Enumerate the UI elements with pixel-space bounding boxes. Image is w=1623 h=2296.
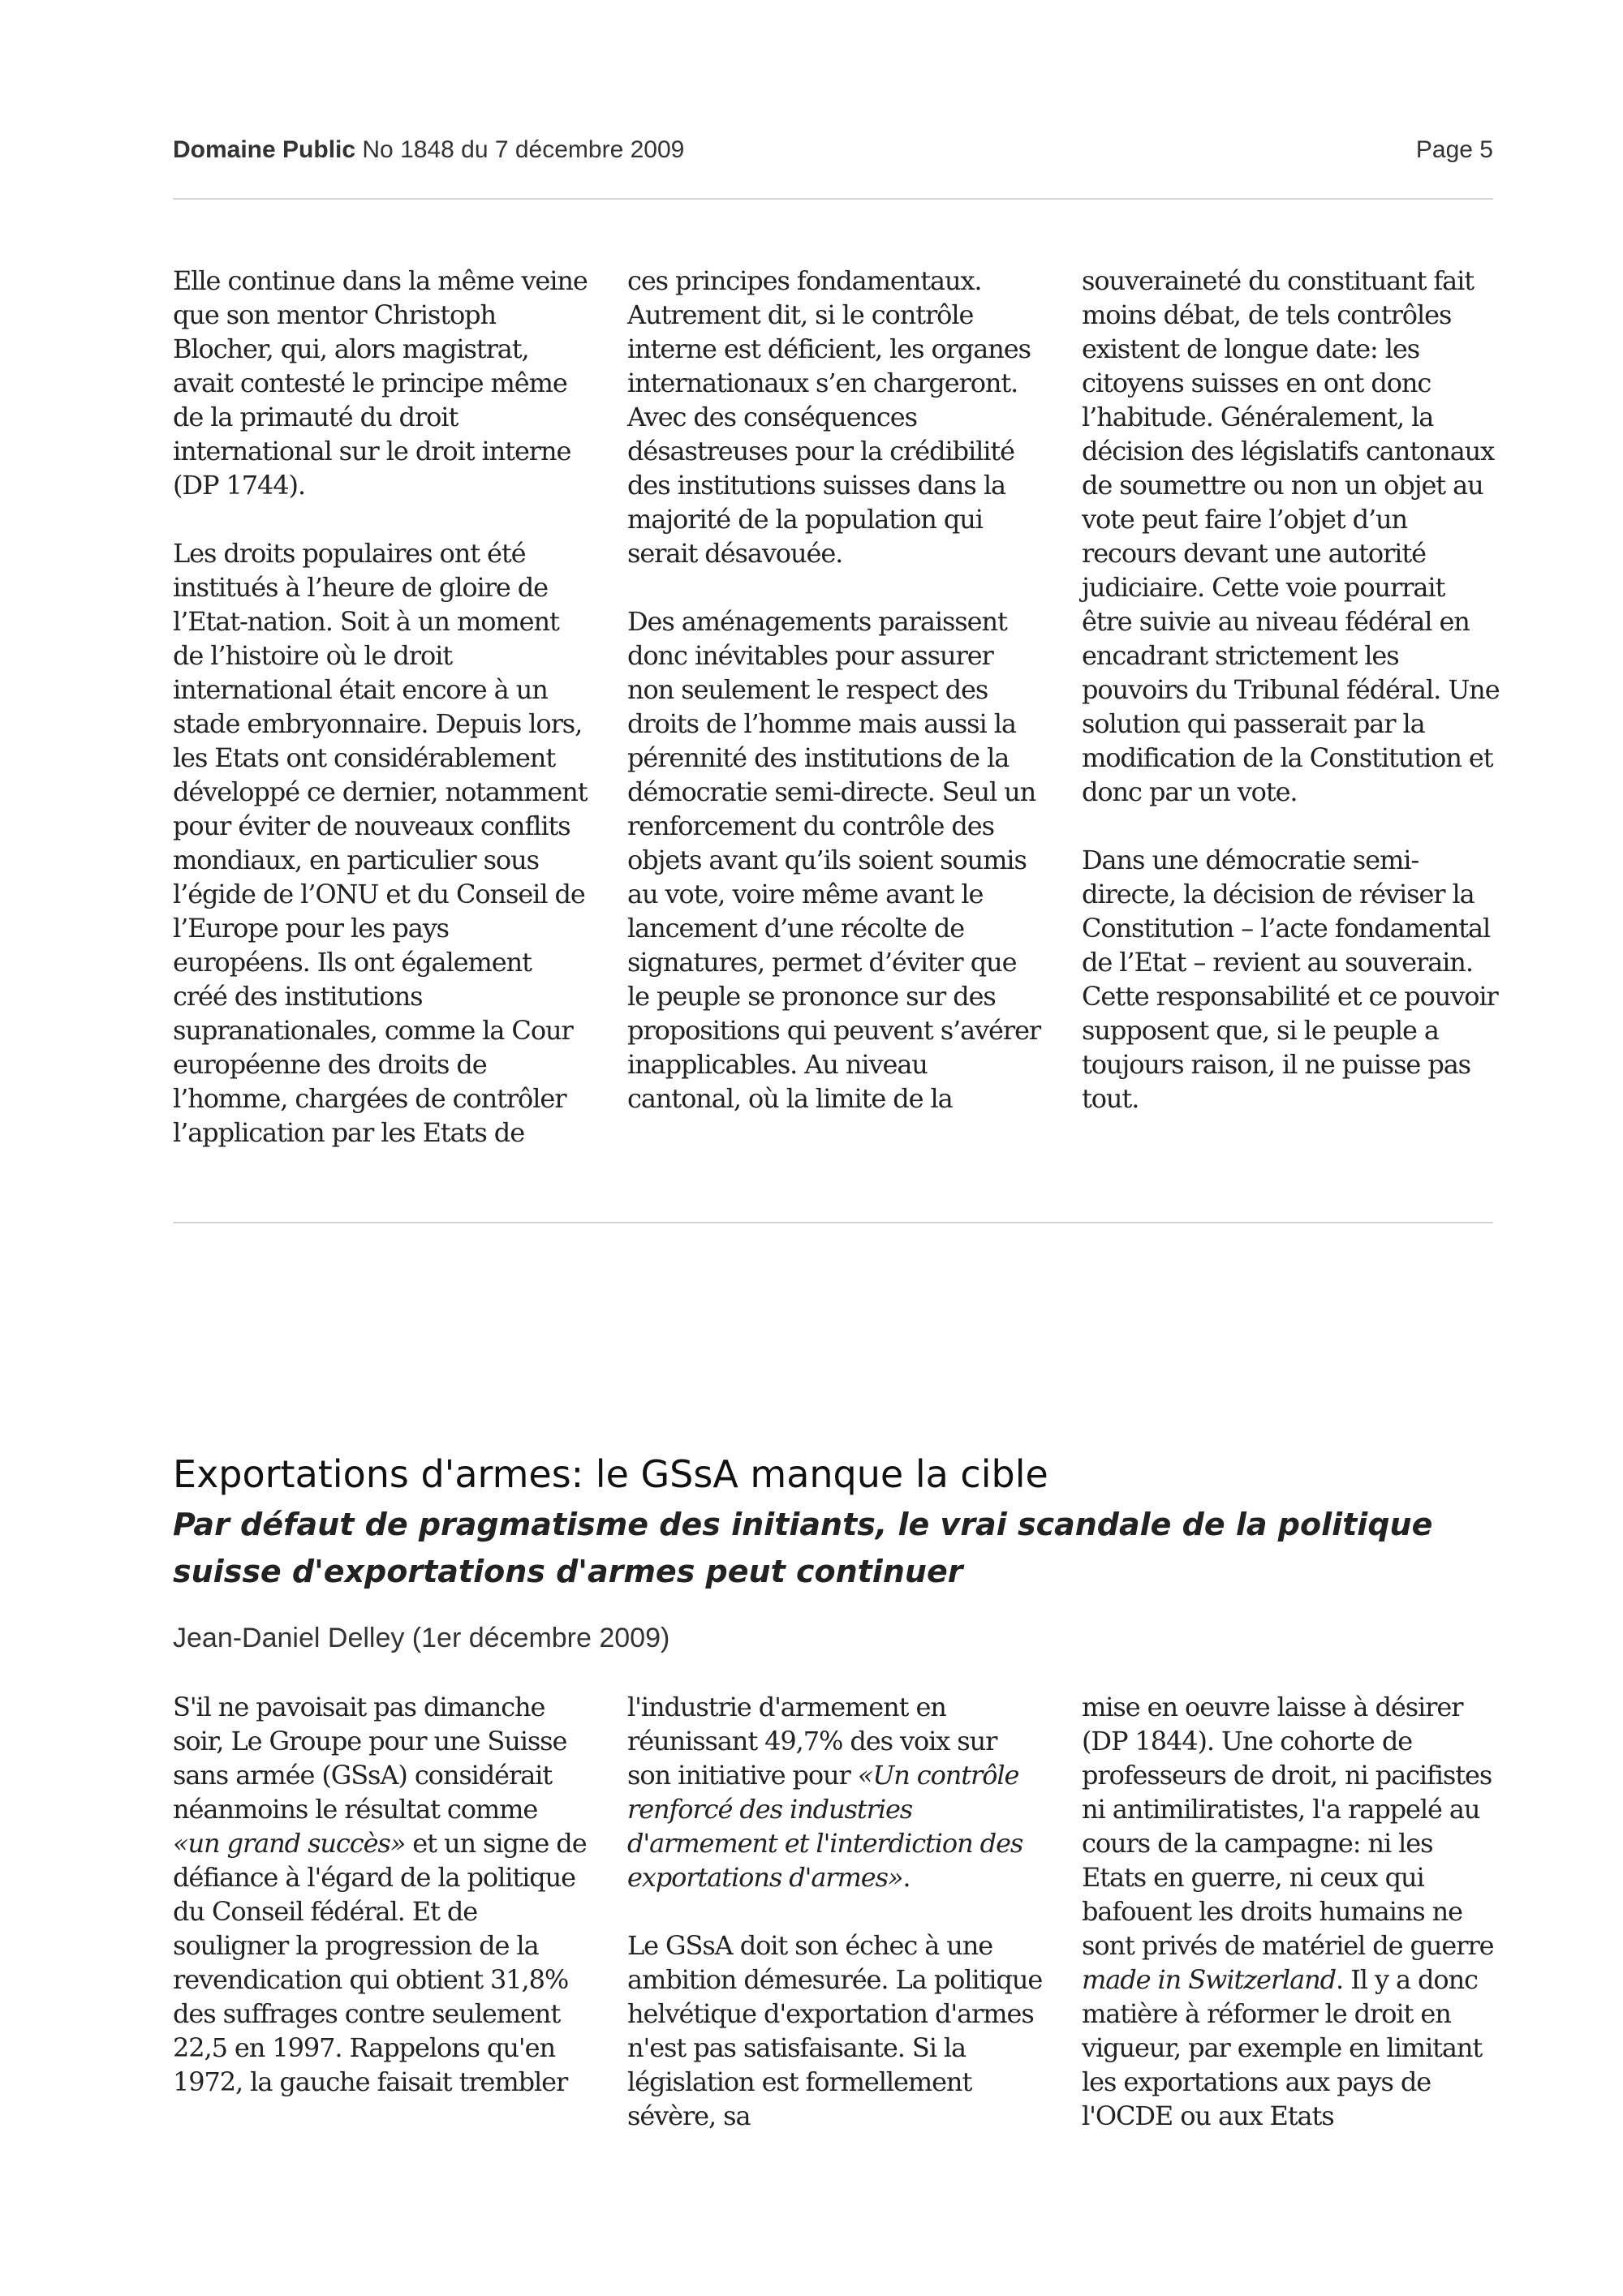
paragraph: souveraineté du constituant fait moins débat, de tels contrôles existent de longue date: les citoyens suisses en ont donc l’habitude. Généralement, la décision des législatifs cantonaux de soumettre ou non un objet au vote peut faire l’objet d’un recours devant une autorité judiciaire. Cette voie pourrait être suivie au niveau fédéral en encadrant strictement les pouvoirs du Tribunal fédéral. Une solution qui passerait par la modification de la Constitution et donc par un vote. bbox=[1082, 265, 1500, 807]
quote: «un grand succès» bbox=[173, 1828, 406, 1859]
page-header bbox=[173, 136, 1493, 164]
column-3 bbox=[1082, 264, 1500, 1116]
article-subtitle: Par défaut de pragmatisme des initiants, le vrai scandale de la politique suisse d'exportations d'armes peut continuer bbox=[173, 1507, 1433, 1589]
page-number: Page 5 bbox=[1415, 136, 1493, 163]
article-divider bbox=[173, 1222, 1493, 1223]
column-1 bbox=[173, 1690, 591, 2099]
paragraph: Des aménagements paraissent donc inévitables pour assurer non seulement le respect des droits de l’homme mais aussi la pérennité des institutions de la démocratie semi-directe. Seul un renforcement du contrôle des objets avant qu’ils soient soumis au vote, voire même avant le lancement d’une récolte de signatures, permet d’éviter que le peuple se prononce sur des propositions qui peuvent s’avérer inapplicables. Au niveau cantonal, où la limite de la bbox=[627, 606, 1041, 1114]
column-2 bbox=[627, 264, 1045, 1116]
issue-info: No 1848 du 7 décembre 2009 bbox=[362, 136, 685, 163]
paragraph: mise en oeuvre laisse à désirer (DP 1844). Une cohorte de professeurs de droit, ni pacifistes ni antimiliratistes, l'a rappelé au cours de la campagne: ni les Etats en guerre, ni ceux qui bafouent les droits humains ne sont privés de matériel de guerre made in Switzerland. Il y a donc matière à réformer le droit en vigueur, par exemple en limitant les exportations aux pays de l'OCDE ou aux Etats bbox=[1082, 1692, 1494, 2131]
paragraph: Les droits populaires ont été institués à l’heure de gloire de l’Etat-nation. Soit à un moment de l’histoire où le droit international était encore à un stade embryonnaire. Depuis lors, les Etats ont considérablement développé ce dernier, notamment pour éviter de nouveaux conflits mondiaux, en particulier sous l’égide de l’ONU et du Conseil de l’Europe pour les pays européens. Ils ont également créé des institutions supranationales, comme la Cour européenne des droits de l’homme, chargées de contrôler l’application par les Etats de bbox=[173, 538, 588, 1148]
paragraph: S'il ne pavoisait pas dimanche soir, Le Groupe pour une Suisse sans armée (GSsA) considérait néanmoins le résultat comme «un grand succès» et un signe de défiance à l'égard de la politique du Conseil fédéral. Et de souligner la progression de la revendication qui obtient 31,8% des suffrages contre seulement 22,5 en 1997. Rappelons qu'en 1972, la gauche faisait trembler bbox=[173, 1692, 587, 2097]
publication-name: Domaine Public bbox=[173, 136, 356, 163]
column-3 bbox=[1082, 1690, 1500, 2133]
paragraph: Le GSsA doit son échec à une ambition démesurée. La politique helvétique d'exportation d'armes n'est pas satisfaisante. Si la législation est formellement sévère, sa bbox=[627, 1930, 1043, 2131]
paragraph: Elle continue dans la même veine que son mentor Christoph Blocher, qui, alors magistrat, avait contesté le principe même de la primauté du droit international sur le droit interne (DP 1744). bbox=[173, 265, 588, 501]
column-2 bbox=[627, 1690, 1045, 2133]
paragraph: ces principes fondamentaux. Autrement dit, si le contrôle interne est déficient, les organes internationaux s’en chargeront. Avec des conséquences désastreuses pour la crédibilité des institutions suisses dans la majorité de la population qui serait désavouée. bbox=[627, 265, 1031, 569]
emphasis: made in Switzerland bbox=[1082, 1964, 1337, 1995]
article-byline: Jean-Daniel Delley (1er décembre 2009) bbox=[173, 1623, 670, 1653]
column-1 bbox=[173, 264, 591, 1150]
header-divider bbox=[173, 198, 1493, 200]
article-title: Exportations d'armes: le GSsA manque la cible bbox=[173, 1452, 1048, 1496]
paragraph: Dans une démocratie semi-directe, la décision de réviser la Constitution – l’acte fondamental de l’Etat – revient au souverain. Cette responsabilité et ce pouvoir supposent que, si le peuple a toujours raison, il ne puisse pas tout. bbox=[1082, 845, 1498, 1114]
paragraph: l'industrie d'armement en réunissant 49,7% des voix sur son initiative pour «Un contrôle renforcé des industries d'armement et l'interdiction des exportations d'armes». bbox=[627, 1692, 1023, 1893]
quote: «Un contrôle renforcé des industries d'armement et l'interdiction des exportations d'armes» bbox=[627, 1760, 1023, 1893]
